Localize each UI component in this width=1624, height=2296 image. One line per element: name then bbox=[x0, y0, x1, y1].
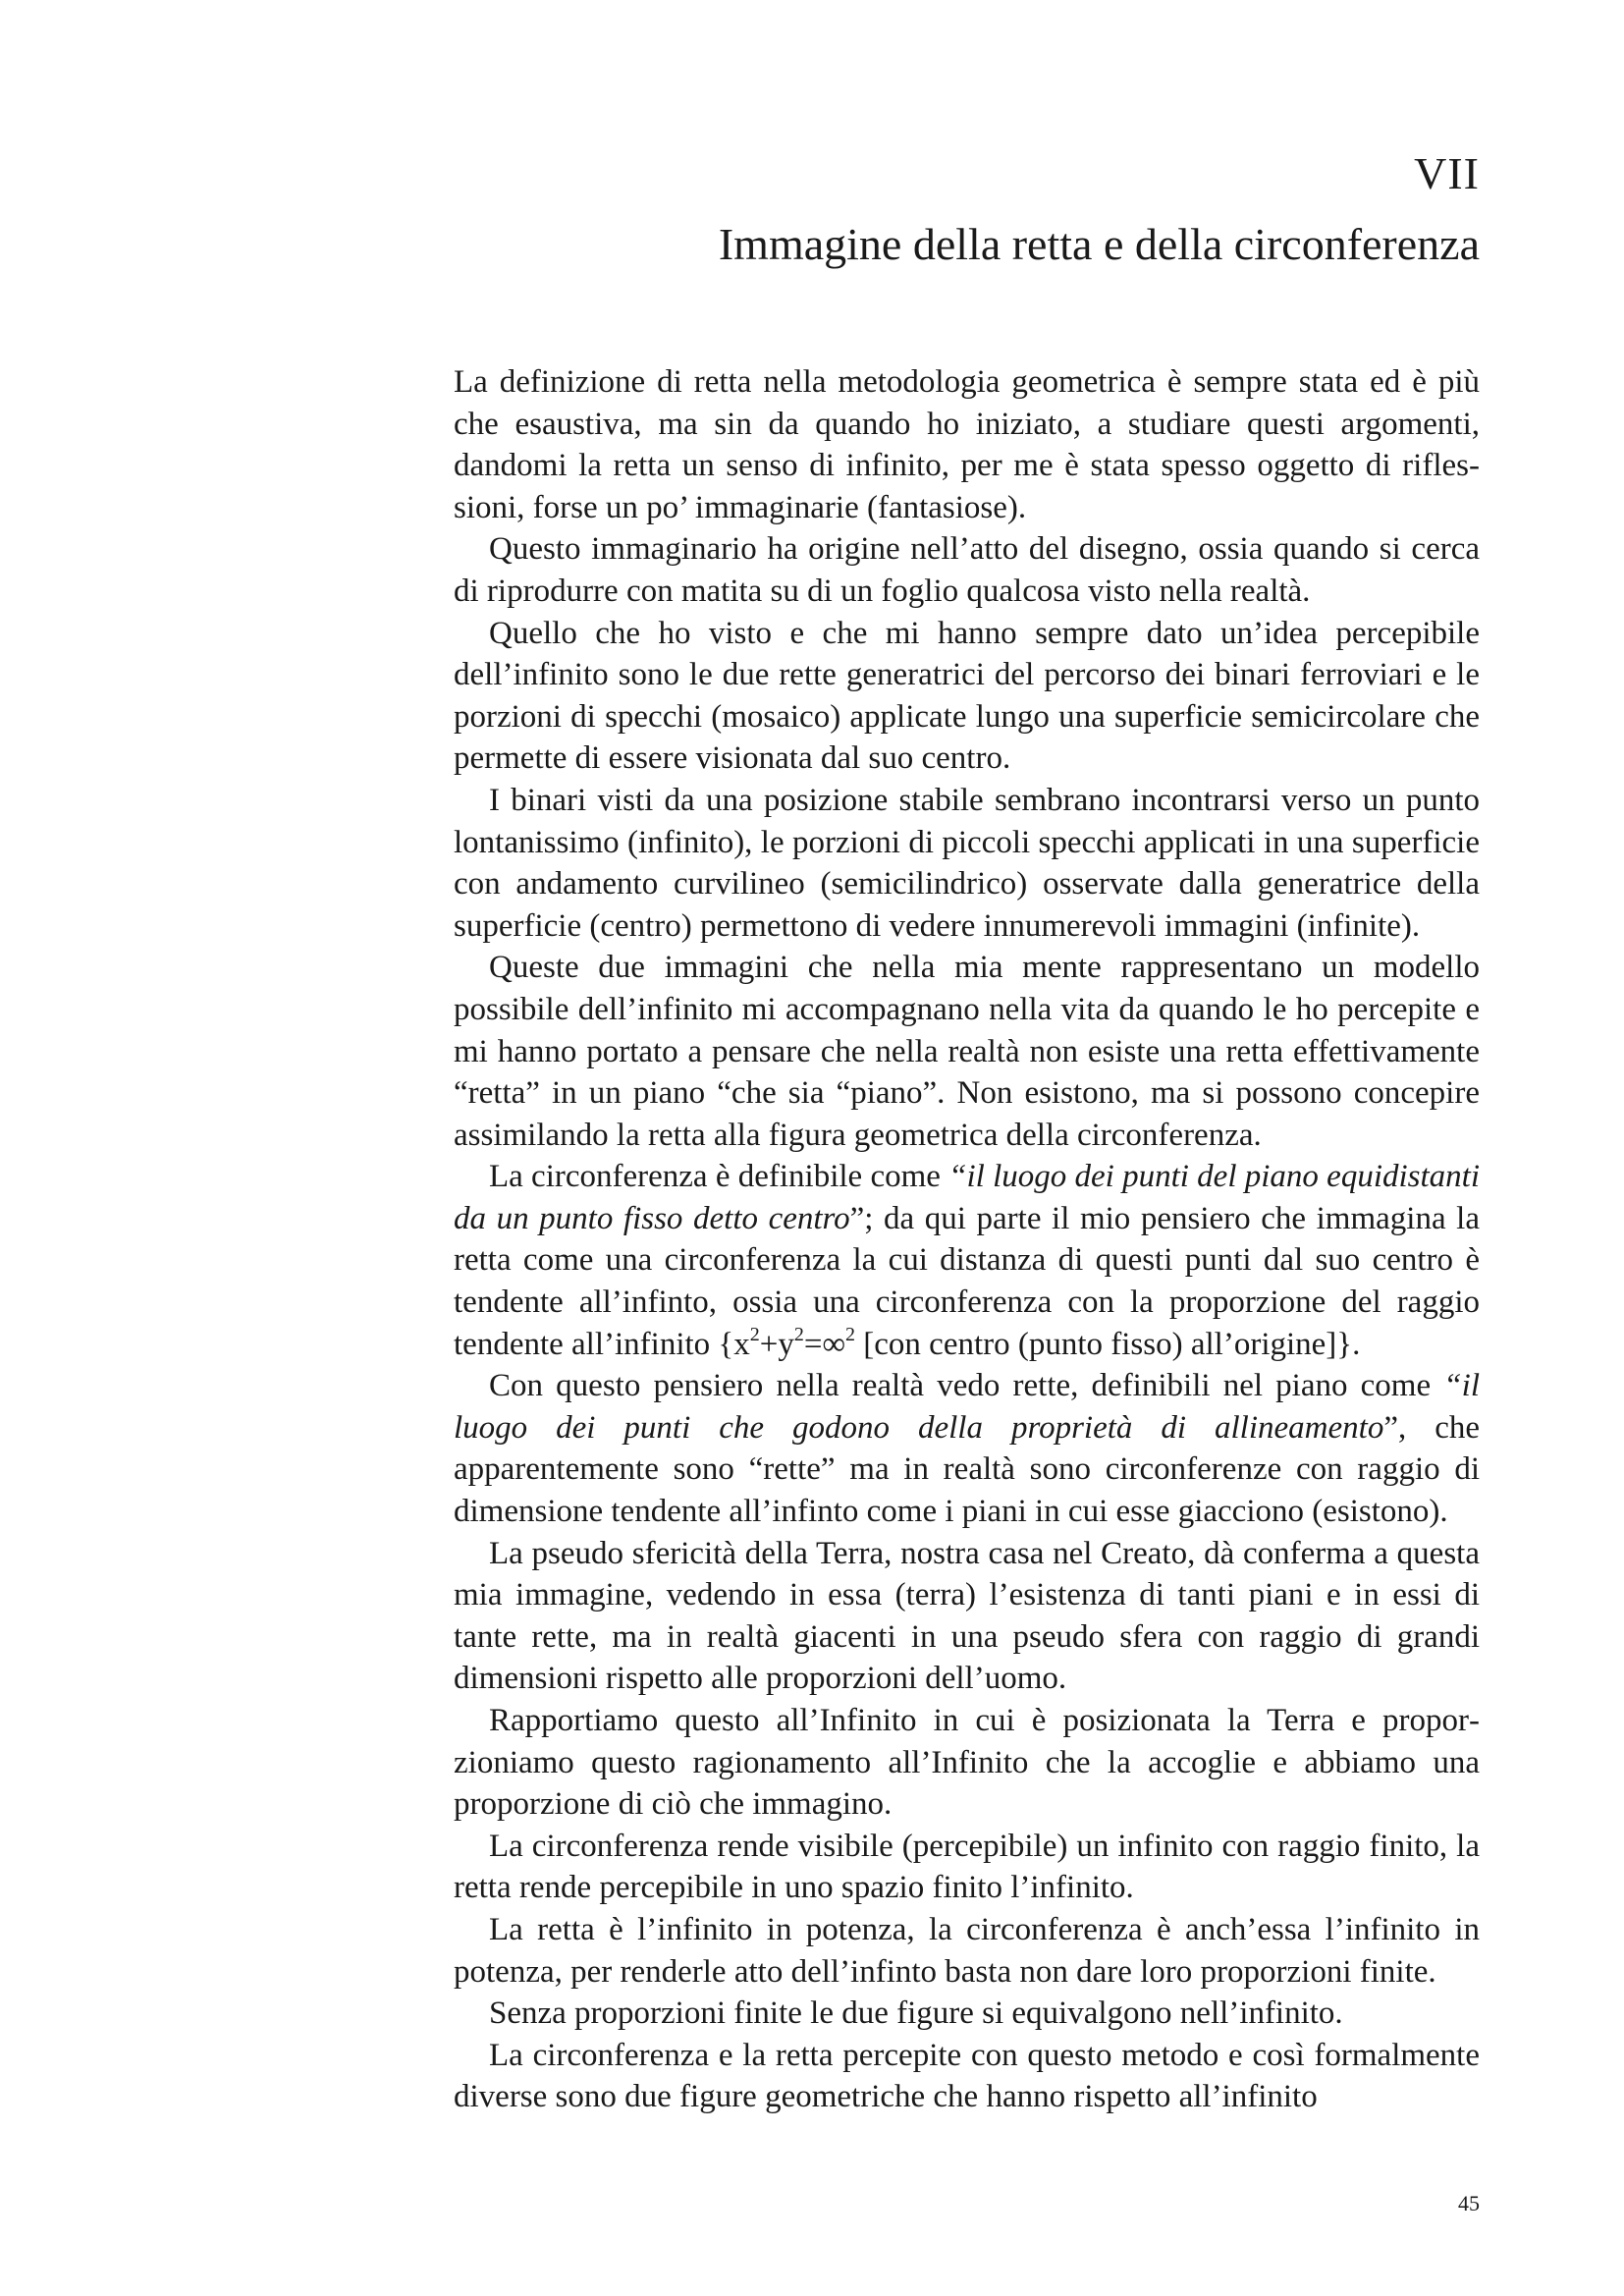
text-run: La circonferenza è definibile come bbox=[489, 1159, 949, 1195]
paragraph bbox=[454, 1156, 1480, 1365]
paragraph: La retta è l’infinito in potenza, la circonferenza è anch’essa l’infinito in potenza, per renderle atto dell’infinto basta non dare loro proporzioni finite. bbox=[454, 1911, 1480, 1990]
text-run: +y bbox=[759, 1326, 794, 1362]
text-run: =∞ bbox=[803, 1326, 846, 1362]
chapter-title: Immagine della retta e della circonferenza bbox=[718, 219, 1480, 269]
definition-quote: “il luogo dei punti del piano equidistanti da un punto fisso detto centro bbox=[454, 1159, 1480, 1236]
paragraph: I binari visti da una posizione stabile sembrano incontrarsi verso un punto lontanissimo (infinito), le porzioni di piccoli specchi applicati in una superficie con andamento curvilineo (semicilindrico) osservate dalla generatrice della superficie (centro) permettono di vedere innumerevoli immagini (infinite). bbox=[454, 782, 1480, 944]
text-run: ”; da qui parte il mio pensiero che immagina la retta come una circonferenza la cui distanza di questi punti dal suo centro è tendente all’infinto, ossia una circonferenza con la proporzione del raggio tendente all’infinito {x bbox=[454, 1200, 1480, 1362]
paragraph: Questo immaginario ha origine nell’atto del disegno, ossia quando si cerca di riprodurre con matita su di un foglio qualcosa visto nella realtà. bbox=[454, 531, 1480, 609]
page-number: 45 bbox=[1458, 2191, 1480, 2215]
superscript: 2 bbox=[749, 1323, 760, 1345]
superscript: 2 bbox=[845, 1323, 856, 1345]
paragraph bbox=[454, 1365, 1480, 1532]
paragraph: Quello che ho visto e che mi hanno sempre dato un’idea percepibile dell’infinito sono le due rette generatrici del percorso dei binari ferroviari e le porzioni di specchi (mosaico) applicate lungo una superficie semicircolare che permette di essere visionata dal suo centro. bbox=[454, 615, 1480, 777]
chapter-number: VII bbox=[1414, 148, 1480, 198]
paragraph: La circonferenza rende visibile (percepibile) un infinito con raggio finito, la retta rende percepibile in uno spazio finito l’infinito. bbox=[454, 1828, 1480, 1906]
paragraph: La definizione di retta nella metodologia geometrica è sempre stata ed è più che esaustiva, ma sin da quando ho iniziato, a studiare questi argomenti, dandomi la retta un senso di infinito, per me è stata spesso oggetto di riflessioni, forse un po’ immaginarie (fantasiose). bbox=[454, 364, 1480, 525]
paragraph: Senza proporzioni finite le due figure si equivalgono nell’infinito. bbox=[489, 1995, 1343, 2032]
paragraph: La circonferenza e la retta percepite con questo metodo e così formalmente diverse sono due figure geometriche che hanno rispetto all’infinito bbox=[454, 2037, 1480, 2115]
superscript: 2 bbox=[793, 1323, 804, 1345]
paragraph: Queste due immagini che nella mia mente rappresentano un modello possibile dell’infinito mi accompagnano nella vita da quando le ho percepite e mi hanno portato a pensare che nella realtà non esiste una retta effettivamente “retta” in un piano “che sia “piano”. Non esistono, ma si possono concepire assimilando la retta alla figura geometrica della circonferenza. bbox=[454, 950, 1480, 1153]
text-run: [con centro (punto fisso) all’origine]}. bbox=[855, 1326, 1361, 1362]
text-run: ”, che apparentemente sono “rette” ma in realtà sono circonferenze con raggio di dimensione tendente all’infinto come i piani in cui esse giacciono (esistono). bbox=[454, 1409, 1480, 1530]
paragraph: La pseudo sfericità della Terra, nostra casa nel Creato, dà conferma a questa mia immagine, vedendo in essa (terra) l’esistenza di tanti piani e in essi di tante rette, ma in realtà giacenti in una pseudo sfera con raggio di grandi dimensioni rispetto alle proporzioni dell’uomo. bbox=[454, 1535, 1480, 1697]
definition-quote: “il luogo dei punti che godono della proprietà di allineamento bbox=[454, 1368, 1480, 1446]
paragraph: Rapportiamo questo all’Infinito in cui è posizionata la Terra e proporzioniamo questo ragionamento all’Infinito che la accoglie e abbiamo una proporzione di ciò che immagino. bbox=[454, 1703, 1480, 1823]
chapter-body bbox=[454, 361, 1480, 2118]
text-run: Con questo pensiero nella realtà vedo rette, definibili nel piano come bbox=[489, 1368, 1444, 1404]
